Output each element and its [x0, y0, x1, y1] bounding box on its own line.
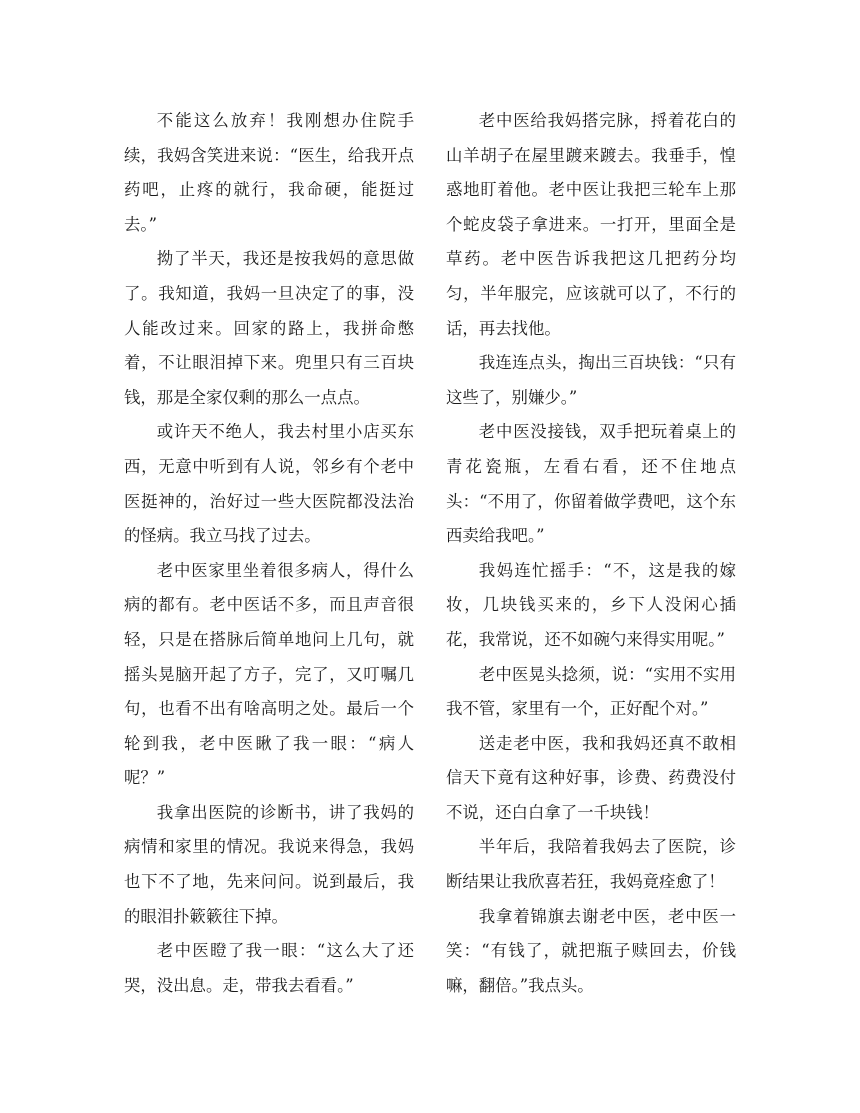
paragraph: 我拿出医院的诊断书，讲了我妈的病情和家里的情况。我说来得急，我妈也下不了地，先来问问。说到最后，我的眼泪扑簌簌往下掉。 [124, 802, 414, 926]
paragraph: 或许天不绝人，我去村里小店买东西，无意中听到有人说，邻乡有个老中医挺神的，治好过一些大医院都没法治的怪病。我立马找了过去。 [124, 422, 414, 546]
paragraph: 半年后，我陪着我妈去了医院，诊断结果让我欣喜若狂，我妈竟痊愈了！ [446, 837, 736, 892]
paragraph: 老中医给我妈搭完脉，捋着花白的山羊胡子在屋里踱来踱去。我垂手，惶惑地盯着他。老中医让我把三轮车上那个蛇皮袋子拿进来。一打开，里面全是草药。老中医告诉我把这几把药分均匀，半年服完，应该就可以了，不行的话，再去找他。 [446, 111, 736, 338]
paragraph: 不能这么放弃！我刚想办住院手续，我妈含笑进来说：“医生，给我开点药吧，止疼的就行，我命硬，能挺过去。” [124, 111, 414, 234]
paragraph: 送走老中医，我和我妈还真不敢相信天下竟有这种好事，诊费、药费没付不说，还白白拿了一千块钱！ [446, 733, 736, 822]
paragraph: 老中医瞪了我一眼：“这么大了还哭，没出息。走，带我去看看。” [124, 941, 414, 995]
paragraph: 我连连点头，掏出三百块钱：“只有这些了，别嫌少。” [446, 353, 736, 407]
right-column [446, 104, 736, 1003]
paragraph: 我拿着锦旗去谢老中医，老中医一笑：“有钱了，就把瓶子赎回去，价钱嘛，翻倍。”我点头。 [446, 906, 736, 995]
paragraph: 我妈连忙摇手：“不，这是我的嫁妆，几块钱买来的，乡下人没闲心插花，我常说，还不如碗勺来得实用呢。” [446, 560, 736, 649]
paragraph: 老中医晃头捻须，说：“实用不实用我不管，家里有一个，正好配个对。” [446, 664, 736, 719]
paragraph: 老中医没接钱，双手把玩着桌上的青花瓷瓶，左看右看，还不住地点头：“不用了，你留着做学费吧，这个东西卖给我吧。” [446, 422, 736, 546]
left-column [124, 104, 414, 1003]
paragraph: 老中医家里坐着很多病人，得什么病的都有。老中医话不多，而且声音很轻，只是在搭脉后简单地问上几句，就摇头晃脑开起了方子，完了，又叮嘱几句，也看不出有啥高明之处。最后一个轮到我，老中医瞅了我一眼：“病人呢？” [124, 560, 414, 788]
paragraph: 拗了半天，我还是按我妈的意思做了。我知道，我妈一旦决定了的事，没人能改过来。回家的路上，我拼命憋着，不让眼泪掉下来。兜里只有三百块钱，那是全家仅剩的那么一点点。 [124, 249, 414, 407]
